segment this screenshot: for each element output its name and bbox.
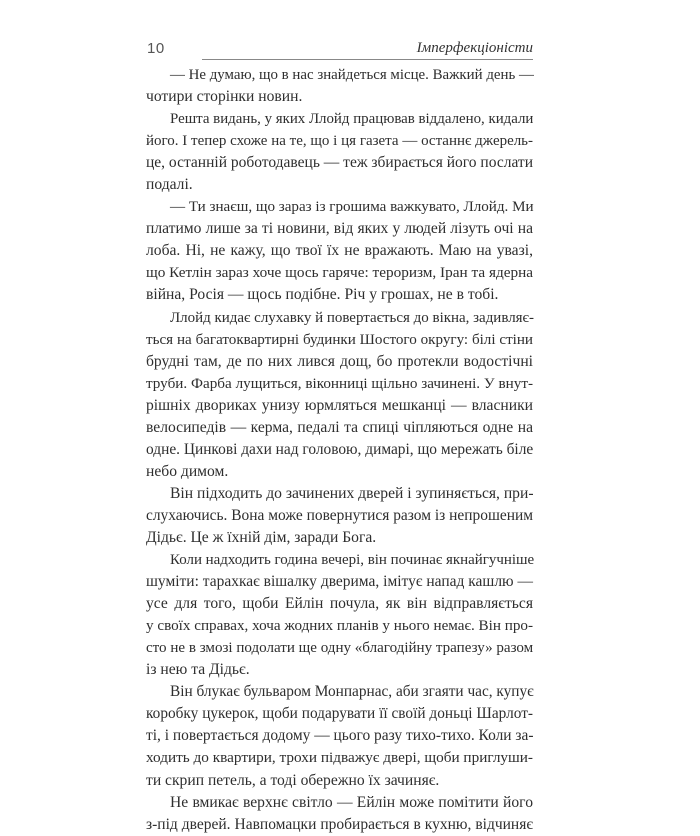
text-line: ться на багатоквартирні будинки Шостого округу: білі стіни <box>146 331 533 348</box>
page-number: 10 <box>147 40 165 57</box>
text-line: небо димом. <box>146 462 229 480</box>
header-rule <box>202 59 533 60</box>
text-line: слухаючись. Вона може повернутися разом із непрошеним <box>146 506 533 524</box>
text-line: ти скрип петель, а тоді обережно їх зачиняє. <box>146 771 440 789</box>
text-line: шуміти: тарахкає вішалку дверима, імітує напад кашлю — <box>146 573 533 591</box>
text-line: війна, Росія — щось подібне. Річ у грошах, не в тобі. <box>146 286 499 304</box>
text-line: із нею та Дідьє. <box>146 661 250 679</box>
text-line: брудні там, де по них лився дощ, бо протекли водостічні <box>146 352 533 370</box>
text-line: у своїх справах, хоча жодних планів у нього немає. Він про- <box>146 618 533 635</box>
text-line: подалі. <box>146 176 193 194</box>
text-line: ті, і повертається додому — цього разу тихо-тихо. Коли за- <box>146 727 534 745</box>
running-title: Імперфекціоністи <box>416 40 533 56</box>
body-text <box>146 64 533 836</box>
text-line: Дідьє. Це ж їхній дім, заради Бога. <box>146 528 377 546</box>
text-line: Решта видань, у яких Ллойд працював віддалено, кидали <box>170 111 534 128</box>
text-line: Коли надходить година вечері, він починає якнайгучніше <box>170 552 535 569</box>
text-line: Він підходить до зачинених дверей і зупиняється, при- <box>170 484 534 502</box>
text-line: платимо лише за ті новини, від яких у людей лізуть очі на <box>146 220 533 238</box>
text-line: сто не в змозі подолати ще одну «благодійну трапезу» разом <box>146 640 534 657</box>
text-line: лоба. Ні, не кажу, що твої їх не вражають. Маю на увазі, <box>146 242 533 260</box>
text-line: що Кетлін зараз хоче щось гаряче: тероризм, Іран та ядерна <box>146 264 533 282</box>
text-line: це, останній роботодавець — теж збирається його послати <box>146 154 533 172</box>
text-line: коробку цукерок, щоби подарувати її своїй доньці Шарлот- <box>146 705 533 723</box>
text-line: ходить до квартири, трохи підважує двері, щоби приглуши- <box>146 749 533 767</box>
text-line: його. І тепер схоже на те, що і ця газета — останнє джерель- <box>146 133 533 150</box>
text-line: одне. Цинкові дахи над головою, димарі, що мережать біле <box>146 440 534 458</box>
text-line: велосипедів — керма, педалі та спиці чіпляються одне на <box>146 418 533 436</box>
text-line: чотири сторінки новин. <box>146 88 303 106</box>
text-line: усе для того, щоби Ейлін почула, як він відправляється <box>146 595 533 613</box>
page-header <box>146 38 533 62</box>
text-line: — Не думаю, що в нас знайдеться місце. Важкий день — <box>170 67 534 83</box>
text-line: Ллойд кидає слухавку й повертається до вікна, задивляє- <box>170 309 534 326</box>
text-line: Не вмикає верхнє світло — Ейлін може помітити його <box>170 793 533 811</box>
text-line: — Ти знаєш, що зараз із грошима важкувато, Ллойд. Ми <box>170 199 534 216</box>
text-line: Він блукає бульваром Монпарнас, аби згаяти час, купує <box>170 683 534 701</box>
text-line: з-під дверей. Навпомацки пробирається в кухню, відчиняє <box>146 815 533 833</box>
text-line: труби. Фарба лущиться, віконниці щільно зачинені. У внут- <box>146 374 533 392</box>
text-line: рішніх двориках унизу юрмляться мешканці — власники <box>146 396 533 414</box>
